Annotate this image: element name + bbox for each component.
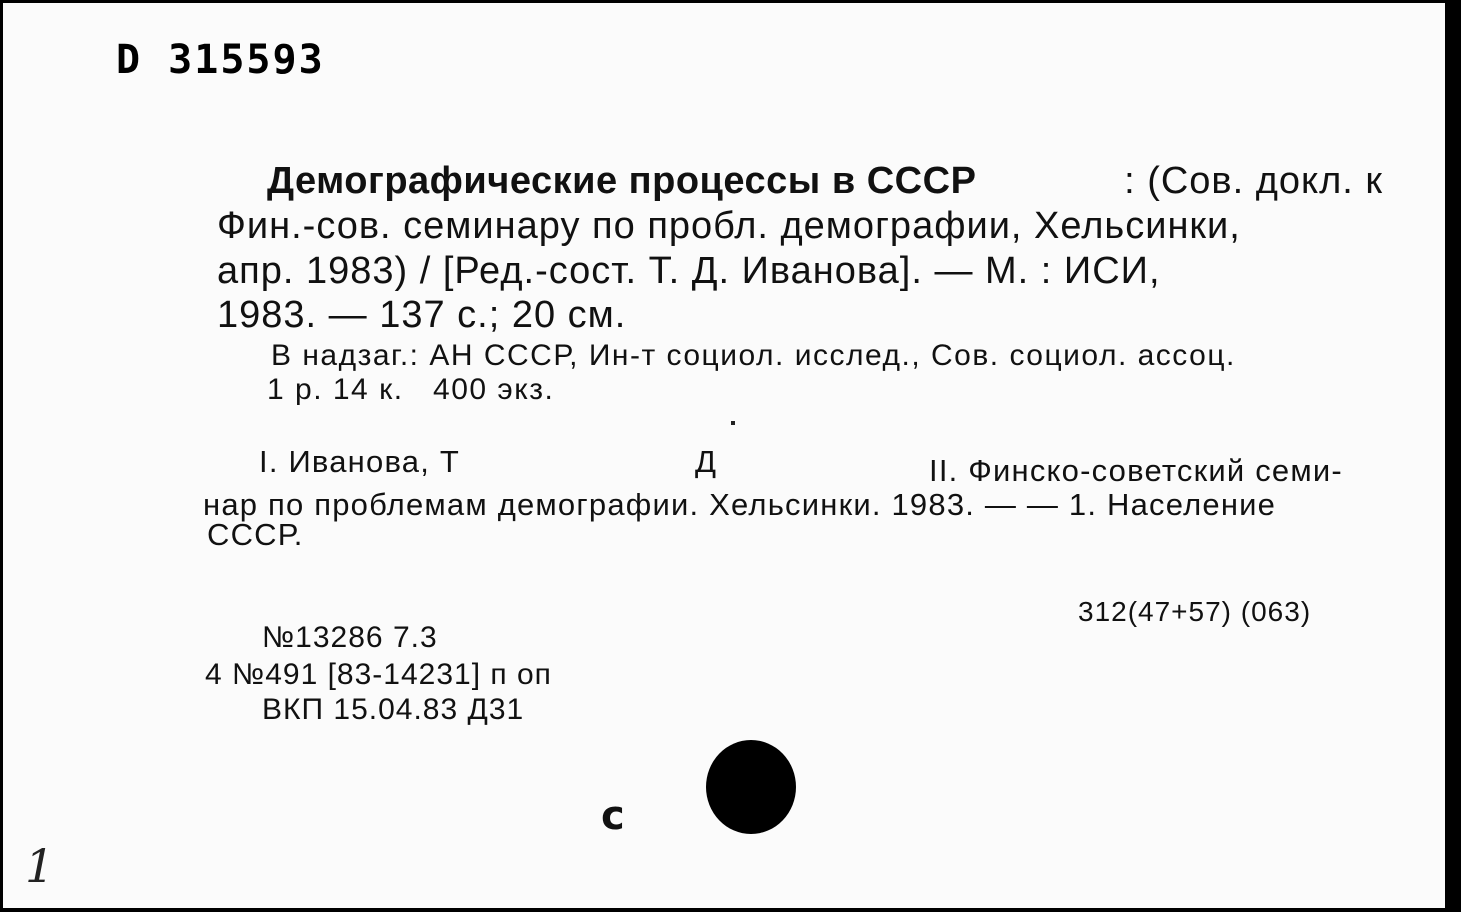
tracing-1-b: Д <box>695 444 718 479</box>
catalog-card <box>3 3 1445 908</box>
control-line-2: 4 №491 [83-14231] п оп <box>205 658 552 691</box>
control-line-1: №13286 7.3 <box>262 621 438 654</box>
title-line-4 <box>217 295 626 335</box>
note-line-1: В надзаг.: АН СССР, Ин-т социол. исслед., Сов. социол. ассоц. <box>271 339 1236 372</box>
tracing-2: нар по проблемам демографии. Хельсинки. 1983. — — 1. Население <box>203 487 1277 522</box>
punch-hole-dot <box>706 740 796 834</box>
card-edge-shadow <box>1445 0 1461 912</box>
udc-index: 312(47+57) (063) <box>1078 596 1312 627</box>
title-line-2-text: Фин.-сов. семинару по пробл. демографии, Хельсинки, <box>217 205 1241 247</box>
title-bold: Демографические процессы в СССР <box>267 160 977 202</box>
title-line-4-text: 1983. — 137 с.; 20 см. <box>217 294 627 336</box>
handwritten-mark: 1 <box>25 839 55 893</box>
title-line-3-text: апр. 1983) / [Ред.-сост. Т. Д. Иванова]. — М. : ИСИ, <box>217 250 1161 292</box>
title-line-3 <box>217 251 1377 291</box>
speck-mark <box>731 421 735 425</box>
tracing-1-a: I. Иванова, Т <box>259 444 460 479</box>
control-line-3: ВКП 15.04.83 Д31 <box>262 693 525 726</box>
title-line-2 <box>217 206 1377 246</box>
title-line-1 <box>267 161 1383 201</box>
call-number: D 315593 <box>116 37 325 83</box>
title-line-1-rest: : (Сов. докл. к <box>1124 160 1383 202</box>
note-line-2: 1 р. 14 к. 400 экз. <box>267 373 555 406</box>
tracing-1-c: II. Финско-советский семи- <box>929 453 1343 488</box>
tracing-3: СССР. <box>207 517 304 552</box>
c-letter-mark: с <box>601 793 625 839</box>
